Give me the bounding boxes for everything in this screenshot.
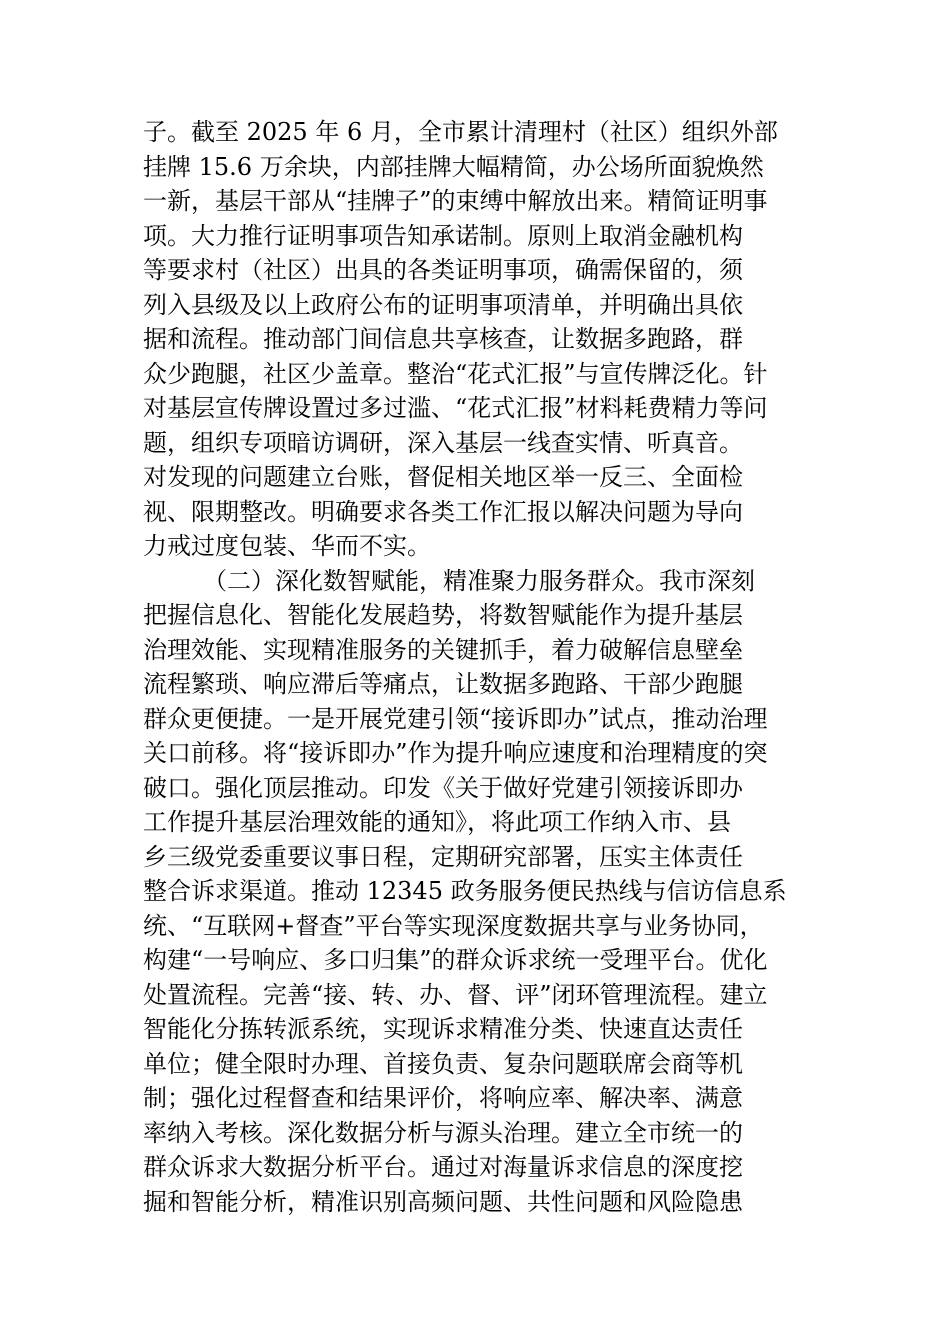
text-line: 掘和智能分析，精准识别高频问题、共性问题和风险隐患 xyxy=(143,1187,743,1216)
text-line: 破口。强化顶层推动。印发《关于做好党建引领接诉即办 xyxy=(143,773,743,802)
text-line: 整合诉求渠道。推动 12345 政务服务便民热线与信访信息系 xyxy=(143,877,787,905)
text-line: 构建“一号响应、多口归集”的群众诉求统一受理平台。优化 xyxy=(143,946,768,974)
text-line: 单位；健全限时办理、首接负责、复杂问题联席会商等机 xyxy=(143,1049,743,1078)
text-line: 一新，基层干部从“挂牌子”的束缚中解放出来。精简证明事 xyxy=(143,187,768,215)
text-line: 把握信息化、智能化发展趋势，将数智赋能作为提升基层 xyxy=(143,601,743,629)
text-line: 工作提升基层治理效能的通知》，将此项工作纳入市、县 xyxy=(143,808,731,836)
text-line: 率纳入考核。深化数据分析与源头治理。建立全市统一的 xyxy=(143,1118,743,1147)
text-line: 据和流程。推动部门间信息共享核查，让数据多跑路，群 xyxy=(143,325,743,353)
text-line: 列入县级及以上政府公布的证明事项清单，并明确出具依 xyxy=(143,290,743,319)
text-line: 关口前移。将“接诉即办”作为提升响应速度和治理精度的突 xyxy=(143,739,768,767)
text-line: 等要求村（社区）出具的各类证明事项，确需保留的，须 xyxy=(143,256,743,284)
text-line: 制；强化过程督查和结果评价，将响应率、解决率、满意 xyxy=(143,1084,743,1112)
text-line: 子。截至 2025 年 6 月，全市累计清理村（社区）组织外部 xyxy=(143,118,778,146)
text-line: 视、限期整改。明确要求各类工作汇报以解决问题为导向 xyxy=(143,497,743,526)
document-body xyxy=(143,115,808,1219)
text-line: 力戒过度包装、华而不实。 xyxy=(143,532,431,560)
text-line: 流程繁琐、响应滞后等痛点，让数据多跑路、干部少跑腿 xyxy=(143,670,743,698)
text-line: 项。大力推行证明事项告知承诺制。原则上取消金融机构 xyxy=(143,221,743,250)
text-line: 乡三级党委重要议事日程，定期研究部署，压实主体责任 xyxy=(143,842,743,871)
text-line: 群众更便捷。一是开展党建引领“接诉即办”试点，推动治理 xyxy=(143,704,768,733)
text-line: 挂牌 15.6 万余块，内部挂牌大幅精简，办公场所面貌焕然 xyxy=(143,152,764,181)
text-line: 对发现的问题建立台账，督促相关地区举一反三、全面检 xyxy=(143,463,743,491)
text-line: 题，组织专项暗访调研，深入基层一线查实情、听真音。 xyxy=(143,428,743,457)
text-line: 智能化分拣转派系统，实现诉求精准分类、快速直达责任 xyxy=(143,1015,743,1043)
text-line: 统、“互联网+督查”平台等实现深度数据共享与业务协同， xyxy=(143,911,764,940)
text-line: 处置流程。完善“接、转、办、督、评”闭环管理流程。建立 xyxy=(143,980,768,1009)
text-line: 治理效能、实现精准服务的关键抓手，着力破解信息壁垒 xyxy=(143,635,743,664)
text-line: 群众诉求大数据分析平台。通过对海量诉求信息的深度挖 xyxy=(143,1153,743,1181)
text-line: 对基层宣传牌设置过多过滥、“花式汇报”材料耗费精力等问 xyxy=(143,394,768,422)
section-heading-line: （二）深化数智赋能，精准聚力服务群众。我市深刻 xyxy=(203,566,755,595)
text-line: 众少跑腿，社区少盖章。整治“花式汇报”与宣传牌泛化。针 xyxy=(143,359,768,388)
